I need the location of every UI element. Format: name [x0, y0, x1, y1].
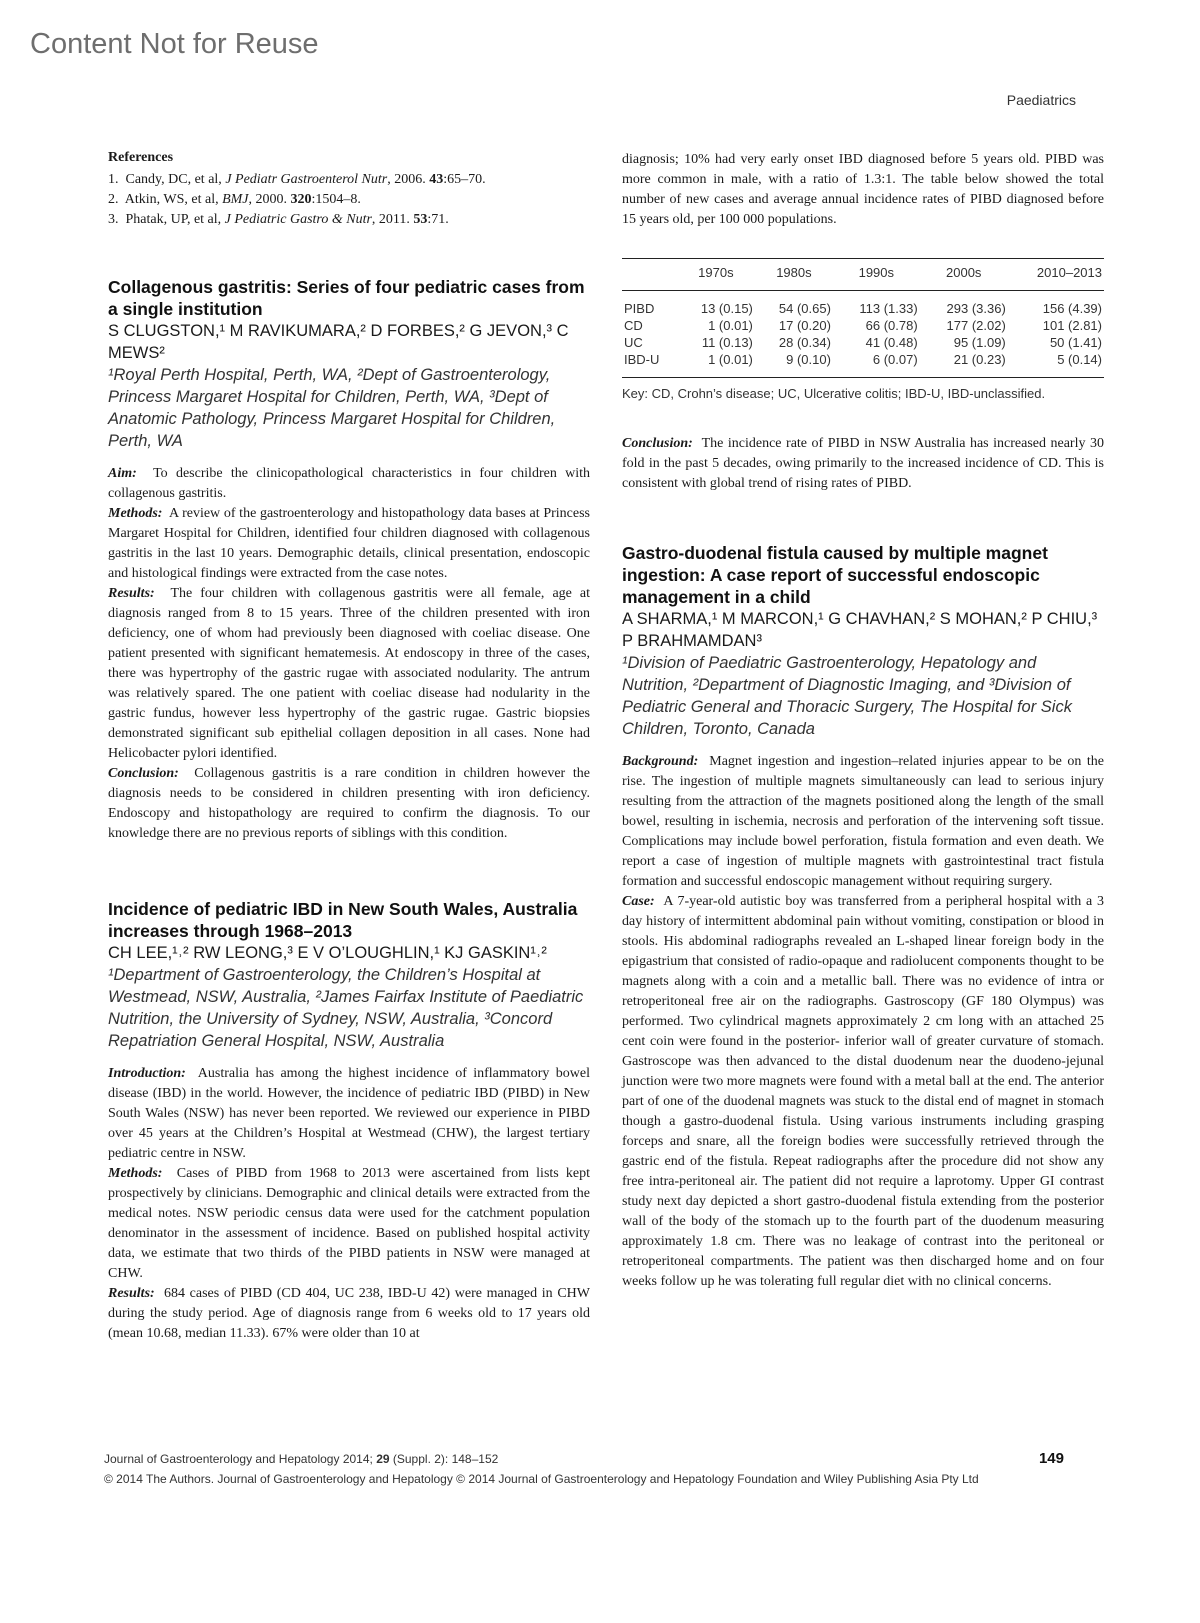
incidence-table — [622, 258, 1104, 378]
article-body: Introduction: Australia has among the highest incidence of inflammatory bowel disease (IBD) in the world. However, the incidence of pediatric IBD (PIBD) in New South Wales (NSW) has never been reported. We reviewed our experience in PIBD over 45 years at the Children’s Hospital at Westmead (CHW), the largest tertiary pediatric centre in NSW. Methods: Cases of PIBD from 1968 to 2013 were ascertained from lists kept prospectively by clinicians. Demographic and clinical details were extracted from the medical notes. NSW periodic census data were used for the catchment population denominator in the assessment of incidence. Based on published hospital activity data, we estimate that two thirds of the PIBD patients in NSW were managed at CHW. Results: 684 cases of PIBD (CD 404, UC 238, IBD-U 42) were managed in CHW during the study period. Age of diagnosis range from 6 weeks old to 17 years old (mean 10.68, median 11.33). 67% were older than 10 at — [108, 1066, 591, 1341]
table-row — [622, 334, 1104, 351]
table-row — [622, 351, 1104, 378]
table-cell: UC — [624, 335, 643, 350]
references-list — [108, 170, 590, 230]
copyright-notice: © 2014 The Authors. Journal of Gastroenterology and Hepatology © 2014 Journal of Gastroenterology and Hepatology Foundation and Wiley Publishing Asia Pty Ltd — [104, 1472, 979, 1486]
table-row — [622, 317, 1104, 334]
table-header: 2000s — [920, 259, 1008, 291]
right-column — [622, 150, 1104, 1292]
article-continuation: diagnosis; 10% had very early onset IBD diagnosed before 5 years old. PIBD was more common in male, with a ratio of 1.3:1. The table below showed the total number of new cases and average annual incidence rates of PIBD diagnosed before 15 years old, per 100 000 populations. — [622, 152, 1104, 227]
table-header: 2010–2013 — [1008, 259, 1104, 291]
article-pibd-incidence — [108, 898, 590, 1344]
table-cell: 17 (0.20) — [778, 318, 831, 333]
table-cell: 66 (0.78) — [865, 318, 918, 333]
table-cell: 95 (1.09) — [953, 335, 1006, 350]
table-row — [622, 291, 1104, 318]
article-collagenous-gastritis — [108, 276, 590, 844]
table-cell: PIBD — [624, 301, 655, 316]
table-cell: 293 (3.36) — [946, 301, 1006, 316]
article-authors: CH LEE,¹˒² RW LEONG,³ E V O’LOUGHLIN,¹ KJ GASKIN¹˒² — [108, 944, 547, 962]
left-column — [108, 150, 590, 1344]
article-magnet-ingestion — [622, 542, 1104, 1292]
table-cell: 28 (0.34) — [778, 335, 831, 350]
article-affiliation: ¹Division of Paediatric Gastroenterology, Hepatology and Nutrition, ²Department of Diagnostic Imaging, and ³Division of Pediatric General and Thoracic Surgery, The Hospital for Sick Children, Toronto, Canada — [622, 654, 1072, 738]
article-conclusion: Conclusion: The incidence rate of PIBD in NSW Australia has increased nearly 30 fold in the past 5 decades, owing primarily to the increased incidence of CD. This is consistent with global trend of rising rates of PIBD. — [622, 436, 1104, 491]
article-authors: S CLUGSTON,¹ M RAVIKUMARA,² D FORBES,² G JEVON,³ C MEWS² — [108, 322, 569, 362]
table-header: 1990s — [833, 259, 920, 291]
article-title: Collagenous gastritis: Series of four pediatric cases from a single institution — [108, 277, 585, 319]
references-block — [108, 150, 590, 230]
table-cell: 6 (0.07) — [833, 351, 920, 378]
table-header: 1980s — [755, 259, 833, 291]
table-header — [622, 259, 677, 291]
article-title: Incidence of pediatric IBD in New South Wales, Australia increases through 1968–2013 — [108, 899, 578, 941]
table-cell: 1 (0.01) — [677, 351, 755, 378]
reference-item: 1. Candy, DC, et al, J Pediatr Gastroenterol Nutr, 2006. 43:65–70. — [108, 172, 486, 187]
table-cell: 54 (0.65) — [778, 301, 831, 316]
incidence-table-block — [622, 258, 1104, 404]
page-number: 149 — [1038, 1450, 1064, 1467]
journal-citation: Journal of Gastroenterology and Hepatology 2014; 29 (Suppl. 2): 148–152 — [104, 1452, 499, 1466]
table-cell: CD — [624, 318, 643, 333]
table-cell: 11 (0.13) — [701, 335, 753, 350]
table-cell: 177 (2.02) — [946, 318, 1006, 333]
watermark: Content Not for Reuse — [30, 28, 319, 60]
table-cell: 5 (0.14) — [1008, 351, 1104, 378]
reference-item: 3. Phatak, UP, et al, J Pediatric Gastro & Nutr, 2011. 53:71. — [108, 212, 449, 227]
table-cell: 101 (2.81) — [1042, 318, 1102, 333]
table-cell: 1 (0.01) — [708, 318, 753, 333]
article-authors: A SHARMA,¹ M MARCON,¹ G CHAVHAN,² S MOHAN,² P CHIU,³ P BRAHMAMDAN³ — [622, 610, 1098, 650]
references-title: References — [108, 150, 174, 165]
table-cell: 21 (0.23) — [920, 351, 1008, 378]
table-key: Key: CD, Crohn’s disease; UC, Ulcerative colitis; IBD-U, IBD-unclassified. — [622, 386, 1046, 401]
article-body: Background: Magnet ingestion and ingestion–related injuries appear to be on the rise. The ingestion of multiple magnets simultaneously can lead to serious injury resulting from the attraction of the magnets positioned along the length of the small bowel, resulting in ischemia, necrosis and perforation of the intervening soft tissue. Complications may include bowel perforation, fistula formation and even death. We report a case of ingestion of multiple magnets with gastrointestinal tract fistula formation and successful endoscopic management without requiring surgery. Case: A 7-year-old autistic boy was transferred from a peripheral hospital with a 3 day history of intermittent abdominal pain without vomiting, constipation or blood in stools. His abdominal radiographs revealed an L-shaped linear foreign body in the epigastrium that consisted of radio-opaque and radiolucent components thought to be magnets along with a coin and a metallic ball. There was no evidence of intra or retroperitoneal free air on the radiographs. Gastroscopy (GF 180 Olympus) was performed. Two cylindrical magnets approximately 2 cm long with an attached 25 cent coin were found in the posterior- inferior wall of greater curvature of stomach. Gastroscope was then advanced to the distal duodenum near the duodeno-jejunal junction were two more magnets were found with a metal ball at the end. The anterior part of one of the duodenal magnets was stuck to the distal end of magnet in stomach though a gastro-duodenal fistula. Using various instruments including grasping forceps and snare, all the foreign bodies were successfully retrieved through the gastric end of the fistula. Repeat radiographs after the procedure did not show any free intra-peritoneal air. The patient did not require a laprotomy. Upper GI contrast study next day depicted a short gastro-duodenal fistula extending from the posterior wall of the body of the stomach up to the fourth part of the duodenum measuring approximately 1.8 cm. There was no leakage of contrast into the peritoneal or retroperitoneal compartments. The patient was then discharged home and on four weeks follow up he was tolerating full regular diet with no clinical concerns. — [622, 754, 1105, 1289]
table-cell: 9 (0.10) — [755, 351, 833, 378]
table-cell: IBD-U — [622, 351, 677, 378]
table-header-row — [622, 259, 1104, 291]
table-cell: 113 (1.33) — [859, 301, 918, 316]
article-body: Aim: To describe the clinicopathological characteristics in four children with collagenous gastritis. Methods: A review of the gastroenterology and histopathology data bases at Princess Margaret Hospital for Children, identified four children diagnosed with collagenous gastritis in the last 10 years. Demographic details, clinical presentation, endoscopic and histological findings were extracted from the case notes. Results: The four children with collagenous gastritis were all female, age at diagnosis ranged from 8 to 15 years. Three of the children presented with iron deficiency, one of whom had previously been diagnosed with coeliac disease. One patient presented with significant hematemesis. At endoscopy in three of the cases, there was hypertrophy of the gastric rugae with associated nodularity. The antrum was relatively spared. The one patient with coeliac disease had nodularity in the gastric fundus, however less hypertrophy of the gastric rugae. Gastric biopsies demonstrated significant sub epithelial collagen deposition in all cases. None had Helicobacter pylori identified. Conclusion: Collagenous gastritis is a rare condition in children however the diagnosis needs to be considered in children presenting with iron deficiency. Endoscopy and histopathology are required to confirm the diagnosis. To our knowledge there are no previous reports of siblings with this condition. — [108, 466, 591, 841]
table-cell: 41 (0.48) — [865, 335, 918, 350]
article-title: Gastro-duodenal fistula caused by multiple magnet ingestion: A case report of successful endoscopic management in a child — [622, 543, 1048, 607]
reference-item: 2. Atkin, WS, et al, BMJ, 2000. 320:1504–8. — [108, 192, 361, 207]
table-header: 1970s — [677, 259, 755, 291]
table-cell: 13 (0.15) — [700, 301, 753, 316]
table-cell: 156 (4.39) — [1042, 301, 1102, 316]
section-label: Paediatrics — [1006, 92, 1076, 108]
article-affiliation: ¹Royal Perth Hospital, Perth, WA, ²Dept of Gastroenterology, Princess Margaret Hospital for Children, Perth, WA, ³Dept of Anatomic Pathology, Princess Margaret Hospital for Children, Perth, WA — [108, 366, 556, 450]
article-affiliation: ¹Department of Gastroenterology, the Children’s Hospital at Westmead, NSW, Australia, ²James Fairfax Institute of Paediatric Nutrition, the University of Sydney, NSW, Australia, ³Concord Repatriation General Hospital, NSW, Australia — [108, 966, 584, 1050]
table-cell: 50 (1.41) — [1049, 335, 1102, 350]
